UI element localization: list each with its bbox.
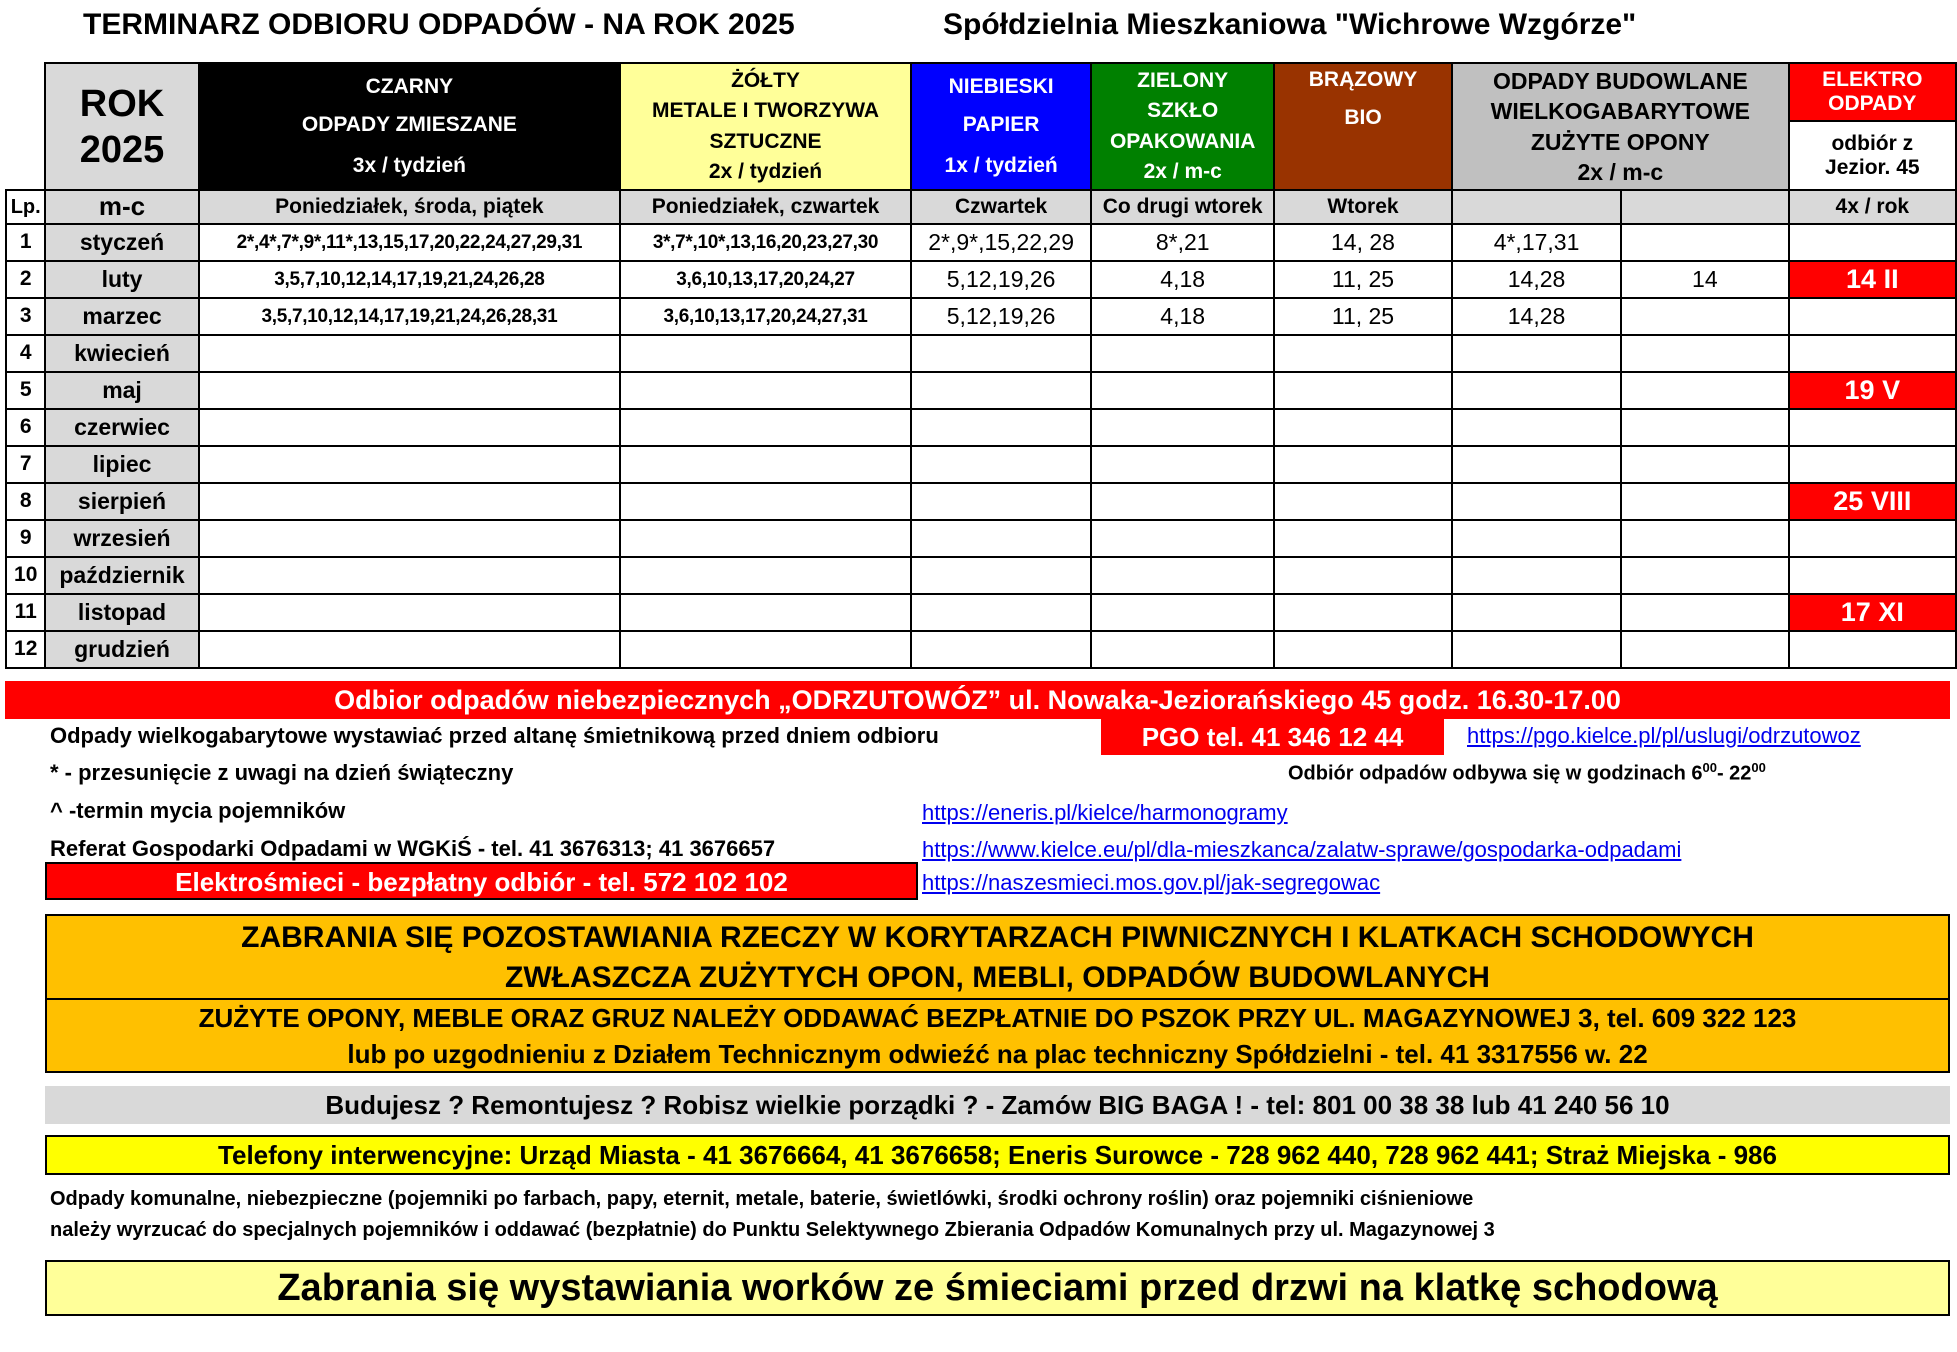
warning-line-4: lub po uzgodnieniu z Działem Technicznym odwieźć na plac techniczny Spółdzielni - tel. 41 3317556 w. 22 [347,1039,1648,1069]
referat-note: Referat Gospodarki Odpadami w WGKiŚ - tel. 41 3676313; 41 3676657 [50,836,776,861]
czarny-dates [199,335,621,372]
month-rows [6,224,1956,668]
month-lp: 1 [6,224,45,261]
elektro-date [1789,631,1956,668]
month-name: listopad [45,594,198,631]
caret-note: ^ -termin mycia pojemników [50,798,346,823]
budowlane2-dates [1621,224,1789,261]
month-row [6,298,1956,335]
schedule-table [5,62,1957,669]
year-label: ROK [79,82,165,125]
budowlane2-dates: 14 [1621,261,1789,298]
month-lp: 2 [6,261,45,298]
niebieski-header [911,63,1092,190]
brazowy-dates [1274,594,1452,631]
wielkogabarytowe-note: Odpady wielkogabarytowe wystawiać przed altanę śmietnikową przed dniem odbioru [50,723,939,748]
month-lp: 4 [6,335,45,372]
elektro-date: 14 II [1789,261,1956,298]
day-row [6,190,1956,224]
month-name: czerwiec [45,409,198,446]
czarny-dates [199,446,621,483]
budowlane1-dates [1452,409,1621,446]
budowlane-day-1 [1452,190,1621,224]
month-lp: 11 [6,594,45,631]
budowlane2-dates [1621,372,1789,409]
month-header: m-c [45,190,198,224]
niebieski-dates [911,631,1092,668]
czarny-desc: ODPADY ZMIESZANE [301,113,517,137]
niebieski-desc: PAPIER [962,113,1040,137]
year-value: 2025 [79,128,165,171]
zolty-dates [620,446,911,483]
budowlane1-dates [1452,631,1621,668]
zolty-dates [620,631,911,668]
zolty-day: Poniedziałek, czwartek [620,190,911,224]
month-name: lipiec [45,446,198,483]
month-row [6,409,1956,446]
zielony-header [1091,63,1274,190]
budowlane1-dates [1452,483,1621,520]
budowlane1-dates [1452,594,1621,631]
budowlane1-dates [1452,335,1621,372]
lp-header: Lp. [6,190,45,224]
budowlane-day-2 [1621,190,1789,224]
month-lp: 3 [6,298,45,335]
czarny-dates: 3,5,7,10,12,14,17,19,21,24,26,28,31 [199,298,621,335]
elektro-date: 19 V [1789,372,1956,409]
budowlane1-dates [1452,557,1621,594]
month-row [6,446,1956,483]
budowlane2-dates [1621,631,1789,668]
niebieski-dates: 5,12,19,26 [911,261,1092,298]
zielony-desc1: SZKŁO [1147,99,1219,123]
zielony-dates [1091,483,1274,520]
bigbag-banner: Budujesz ? Remontujesz ? Robisz wielkie porządki ? - Zamów BIG BAGA ! - tel: 801 00 38 38 lub 41 240 56 10 [45,1086,1950,1124]
elektro-date [1789,409,1956,446]
brazowy-dates [1274,483,1452,520]
budowlane1-dates [1452,372,1621,409]
corner-cell [6,63,45,190]
month-row [6,557,1956,594]
zolty-dates [620,557,911,594]
warning-box [45,914,1950,1073]
budowlane2-dates [1621,594,1789,631]
zielony-freq: 2x / m-c [1143,159,1222,183]
brazowy-dates [1274,335,1452,372]
budowlane2-dates [1621,520,1789,557]
elektro-desc2: odbiór z [1831,131,1914,155]
budowlane2-dates [1621,483,1789,520]
czarny-dates: 3,5,7,10,12,14,17,19,21,24,26,28 [199,261,621,298]
month-row [6,372,1956,409]
zolty-dates [620,520,911,557]
zolty-dates: 3*,7*,10*,13,16,20,23,27,30 [620,224,911,261]
elektro-date [1789,335,1956,372]
budowlane1-dates [1452,520,1621,557]
elektro-desc3: Jezior. 45 [1825,155,1920,179]
hazardous-line-2: należy wyrzucać do specjalnych pojemników i oddawać (bezpłatnie) do Punktu Selektywnego Zbierania Odpadów Komunalnych przy ul. Magazynowej 3 [50,1219,1495,1241]
brazowy-desc: BIO [1344,106,1382,130]
niebieski-dates [911,372,1092,409]
elektro-header [1789,63,1956,121]
zielony-dates [1091,409,1274,446]
budowlane-desc2: ZUŻYTE OPONY [1530,128,1710,155]
month-row [6,224,1956,261]
month-name: październik [45,557,198,594]
elektro-name: ELEKTRO [1822,68,1923,92]
hours-sup-start: 00 [1702,760,1717,775]
czarny-dates: 2*,4*,7*,9*,11*,13,15,17,20,22,24,27,29,31 [199,224,621,261]
elektro-date [1789,298,1956,335]
month-lp: 9 [6,520,45,557]
niebieski-dates [911,335,1092,372]
budowlane2-dates [1621,557,1789,594]
month-name: wrzesień [45,520,198,557]
elektro-date: 25 VIII [1789,483,1956,520]
year-box [45,63,198,190]
odrzutowoz-banner: Odbior odpadów niebezpiecznych „ODRZUTOWÓZ” ul. Nowaka-Jeziorańskiego 45 godz. 16.30-17.00 [5,681,1950,719]
zielony-desc2: OPAKOWANIA [1109,129,1256,153]
brazowy-dates: 11, 25 [1274,298,1452,335]
month-row [6,261,1956,298]
niebieski-dates [911,594,1092,631]
zielony-dates: 4,18 [1091,298,1274,335]
elektro-desc1: ODPADY [1828,92,1917,116]
warning-line-3: ZUŻYTE OPONY, MEBLE ORAZ GRUZ NALEŻY ODDAWAĆ BEZPŁATNIE DO PSZOK PRZY UL. MAGAZYNOWEJ 3, tel. 609 322 123 [47,998,1948,1036]
czarny-day: Poniedziałek, środa, piątek [199,190,621,224]
month-name: grudzień [45,631,198,668]
hazardous-line-1: Odpady komunalne, niebezpieczne (pojemniki po farbach, papy, eternit, metale, baterie, świetlówki, środki ochrony roślin) oraz pojemniki ciśnieniowe [50,1188,1474,1210]
elektro-date [1789,520,1956,557]
zolty-dates [620,483,911,520]
kielce-link[interactable]: https://www.kielce.eu/pl/dla-mieszkanca/zalatw-sprawe/gospodarka-odpadami [922,837,1682,862]
czarny-dates [199,557,621,594]
niebieski-dates [911,446,1092,483]
zielony-dates: 4,18 [1091,261,1274,298]
budowlane1-dates [1452,446,1621,483]
month-row [6,483,1956,520]
phones-banner: Telefony interwencyjne: Urząd Miasta - 41 3676664, 41 3676658; Eneris Surowce - 728 962 440, 728 962 441; Straż Miejska - 986 [45,1135,1950,1175]
zolty-dates [620,594,911,631]
budowlane2-dates [1621,409,1789,446]
month-lp: 12 [6,631,45,668]
hours-sup-end: 00 [1751,760,1766,775]
budowlane2-dates [1621,446,1789,483]
czarny-dates [199,372,621,409]
elektro-date [1789,446,1956,483]
month-row [6,594,1956,631]
month-name: luty [45,261,198,298]
month-name: marzec [45,298,198,335]
zielony-dates [1091,631,1274,668]
brazowy-dates [1274,520,1452,557]
brazowy-day: Wtorek [1274,190,1452,224]
zolty-header [620,63,911,190]
month-lp: 5 [6,372,45,409]
eneris-link[interactable]: https://eneris.pl/kielce/harmonogramy [922,800,1288,825]
month-row [6,631,1956,668]
niebieski-dates [911,520,1092,557]
zielony-dates [1091,520,1274,557]
budowlane-header [1452,63,1789,190]
brazowy-dates [1274,409,1452,446]
month-row [6,520,1956,557]
elektrosmieci-banner: Elektrośmieci - bezpłatny odbiór - tel. 572 102 102 [45,862,918,900]
niebieski-dates [911,483,1092,520]
czarny-dates [199,483,621,520]
month-lp: 8 [6,483,45,520]
zolty-dates [620,409,911,446]
pgo-link[interactable]: https://pgo.kielce.pl/pl/uslugi/odrzutowoz [1467,723,1861,748]
zielony-dates: 8*,21 [1091,224,1274,261]
niebieski-freq: 1x / tydzień [944,153,1058,177]
brazowy-dates [1274,446,1452,483]
czarny-freq: 3x / tydzień [352,153,466,177]
brazowy-header [1274,63,1452,190]
zielony-name: ZIELONY [1137,69,1229,93]
zolty-desc2: SZTUCZNE [709,129,822,153]
organization-name: Spółdzielnia Mieszkaniowa "Wichrowe Wzgórze" [943,8,1637,41]
hours-text: Odbiór odpadów odbywa się w godzinach 6 [1288,762,1703,785]
zielony-dates [1091,446,1274,483]
niebieski-day: Czwartek [911,190,1092,224]
budowlane1-dates: 4*,17,31 [1452,224,1621,261]
niebieski-dates [911,409,1092,446]
brazowy-name: BRĄZOWY [1308,68,1418,91]
budowlane1-dates: 14,28 [1452,298,1621,335]
budowlane2-dates [1621,335,1789,372]
month-lp: 6 [6,409,45,446]
hours-mid: - 22 [1716,762,1752,785]
warning-line-2: ZWŁASZCZA ZUŻYTYCH OPON, MEBLI, ODPADÓW BUDOWLANYCH [505,961,1490,994]
hours-note [1288,760,1766,786]
warning-line-1: ZABRANIA SIĘ POZOSTAWIANIA RZECZY W KORYTARZACH PIWNICZNYCH I KLATKACH SCHODOWYCH [241,921,1754,954]
budowlane2-dates [1621,298,1789,335]
czarny-header [199,63,621,190]
zielony-dates [1091,335,1274,372]
zielony-day: Co drugi wtorek [1091,190,1274,224]
brazowy-dates [1274,631,1452,668]
zolty-dates: 3,6,10,13,17,20,24,27,31 [620,298,911,335]
zolty-name: ŻÓŁTY [731,69,800,93]
final-warning: Zabrania się wystawiania worków ze śmieciami przed drzwi na klatkę schodową [45,1260,1950,1316]
brazowy-dates: 14, 28 [1274,224,1452,261]
zolty-desc1: METALE I TWORZYWA [651,99,880,123]
month-name: maj [45,372,198,409]
elektro-date [1789,557,1956,594]
czarny-name: CZARNY [365,75,454,99]
month-name: sierpień [45,483,198,520]
niebieski-dates [911,557,1092,594]
zolty-dates [620,335,911,372]
page-title: TERMINARZ ODBIORU ODPADÓW - NA ROK 2025 [83,8,795,41]
month-row [6,335,1956,372]
niebieski-dates: 2*,9*,15,22,29 [911,224,1092,261]
niebieski-dates: 5,12,19,26 [911,298,1092,335]
czarny-dates [199,631,621,668]
elektro-date [1789,224,1956,261]
mos-link[interactable]: https://naszesmieci.mos.gov.pl/jak-segregowac [922,870,1381,895]
budowlane-freq: 2x / m-c [1577,158,1664,185]
month-lp: 7 [6,446,45,483]
zielony-dates [1091,594,1274,631]
brazowy-dates [1274,557,1452,594]
zolty-dates [620,372,911,409]
pgo-phone: PGO tel. 41 346 12 44 [1101,719,1444,755]
brazowy-dates: 11, 25 [1274,261,1452,298]
month-name: kwiecień [45,335,198,372]
czarny-dates [199,520,621,557]
budowlane-desc1: WIELKOGABARYTOWE [1490,98,1751,125]
elektro-date: 17 XI [1789,594,1956,631]
zielony-dates [1091,372,1274,409]
budowlane-name: ODPADY BUDOWLANE [1492,67,1748,94]
czarny-dates [199,409,621,446]
month-lp: 10 [6,557,45,594]
czarny-dates [199,594,621,631]
budowlane1-dates: 14,28 [1452,261,1621,298]
zielony-dates [1091,557,1274,594]
brazowy-dates [1274,372,1452,409]
header-row [6,63,1956,121]
month-name: styczeń [45,224,198,261]
niebieski-name: NIEBIESKI [948,75,1054,99]
zolty-freq: 2x / tydzień [708,159,823,183]
zolty-dates: 3,6,10,13,17,20,24,27 [620,261,911,298]
elektro-subheader [1789,121,1956,190]
asterisk-note: * - przesunięcie z uwagi na dzień świąteczny [50,760,514,785]
elektro-day: 4x / rok [1789,190,1956,224]
